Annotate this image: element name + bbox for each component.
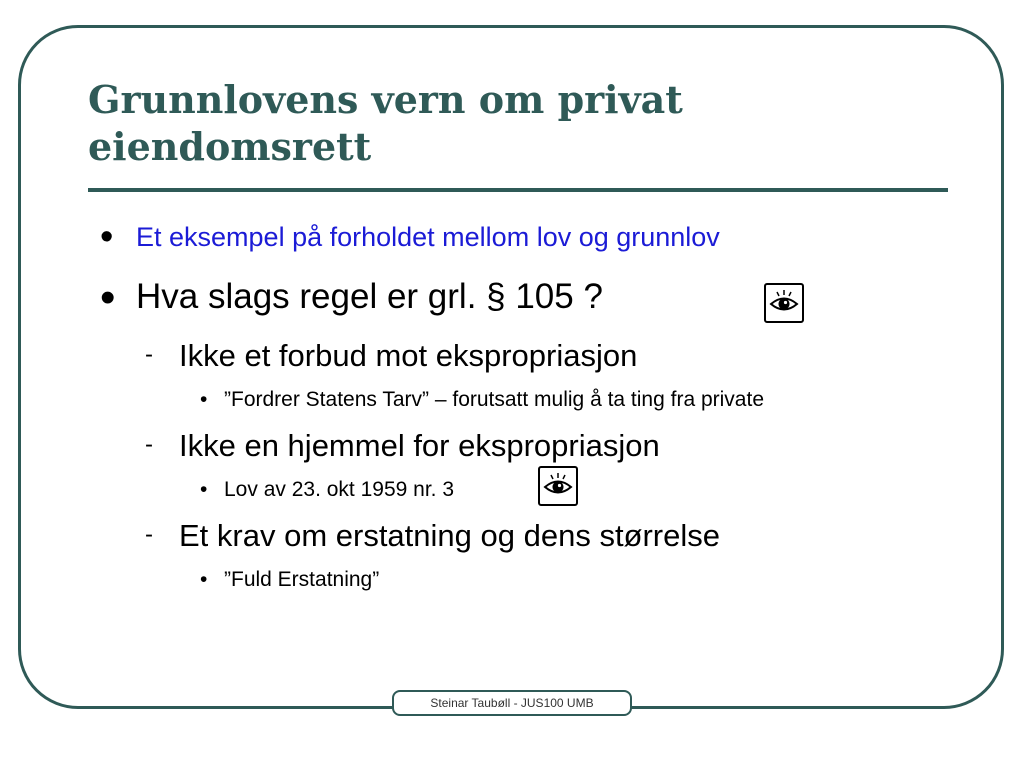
bullet-marker: • — [200, 568, 208, 591]
dash-marker: - — [145, 521, 153, 548]
dash-marker: - — [145, 431, 153, 458]
sub-sub-bullet-2-text: Lov av 23. okt 1959 nr. 3 — [224, 478, 454, 501]
bullet-marker: • — [200, 388, 208, 411]
bullet-marker: • — [100, 216, 114, 258]
bullet-marker: • — [100, 273, 116, 322]
eye-icon[interactable] — [538, 466, 578, 506]
bullet-marker: • — [200, 478, 208, 501]
title-divider — [88, 188, 948, 192]
slide-footer: Steinar Taubøll - JUS100 UMB — [392, 690, 632, 716]
bullet-1-text: Et eksempel på forholdet mellom lov og grunnlov — [136, 222, 720, 252]
sub-sub-bullet-1-text: ”Fordrer Statens Tarv” – forutsatt mulig å ta ting fra private — [224, 388, 765, 411]
sub-bullet-2-text: Ikke en hjemmel for ekspropriasjon — [179, 428, 660, 463]
sub-bullet-3-text: Et krav om erstatning og dens størrelse — [179, 518, 721, 553]
slide-title: Grunnlovens vern om privat eiendomsrett — [88, 77, 683, 169]
sub-sub-bullet-3-text: ”Fuld Erstatning” — [224, 568, 380, 591]
bullet-2-text: Hva slags regel er grl. § 105 ? — [136, 277, 603, 316]
eye-icon[interactable] — [764, 283, 804, 323]
sub-bullet-1-text: Ikke et forbud mot ekspropriasjon — [179, 338, 638, 373]
dash-marker: - — [145, 341, 153, 368]
